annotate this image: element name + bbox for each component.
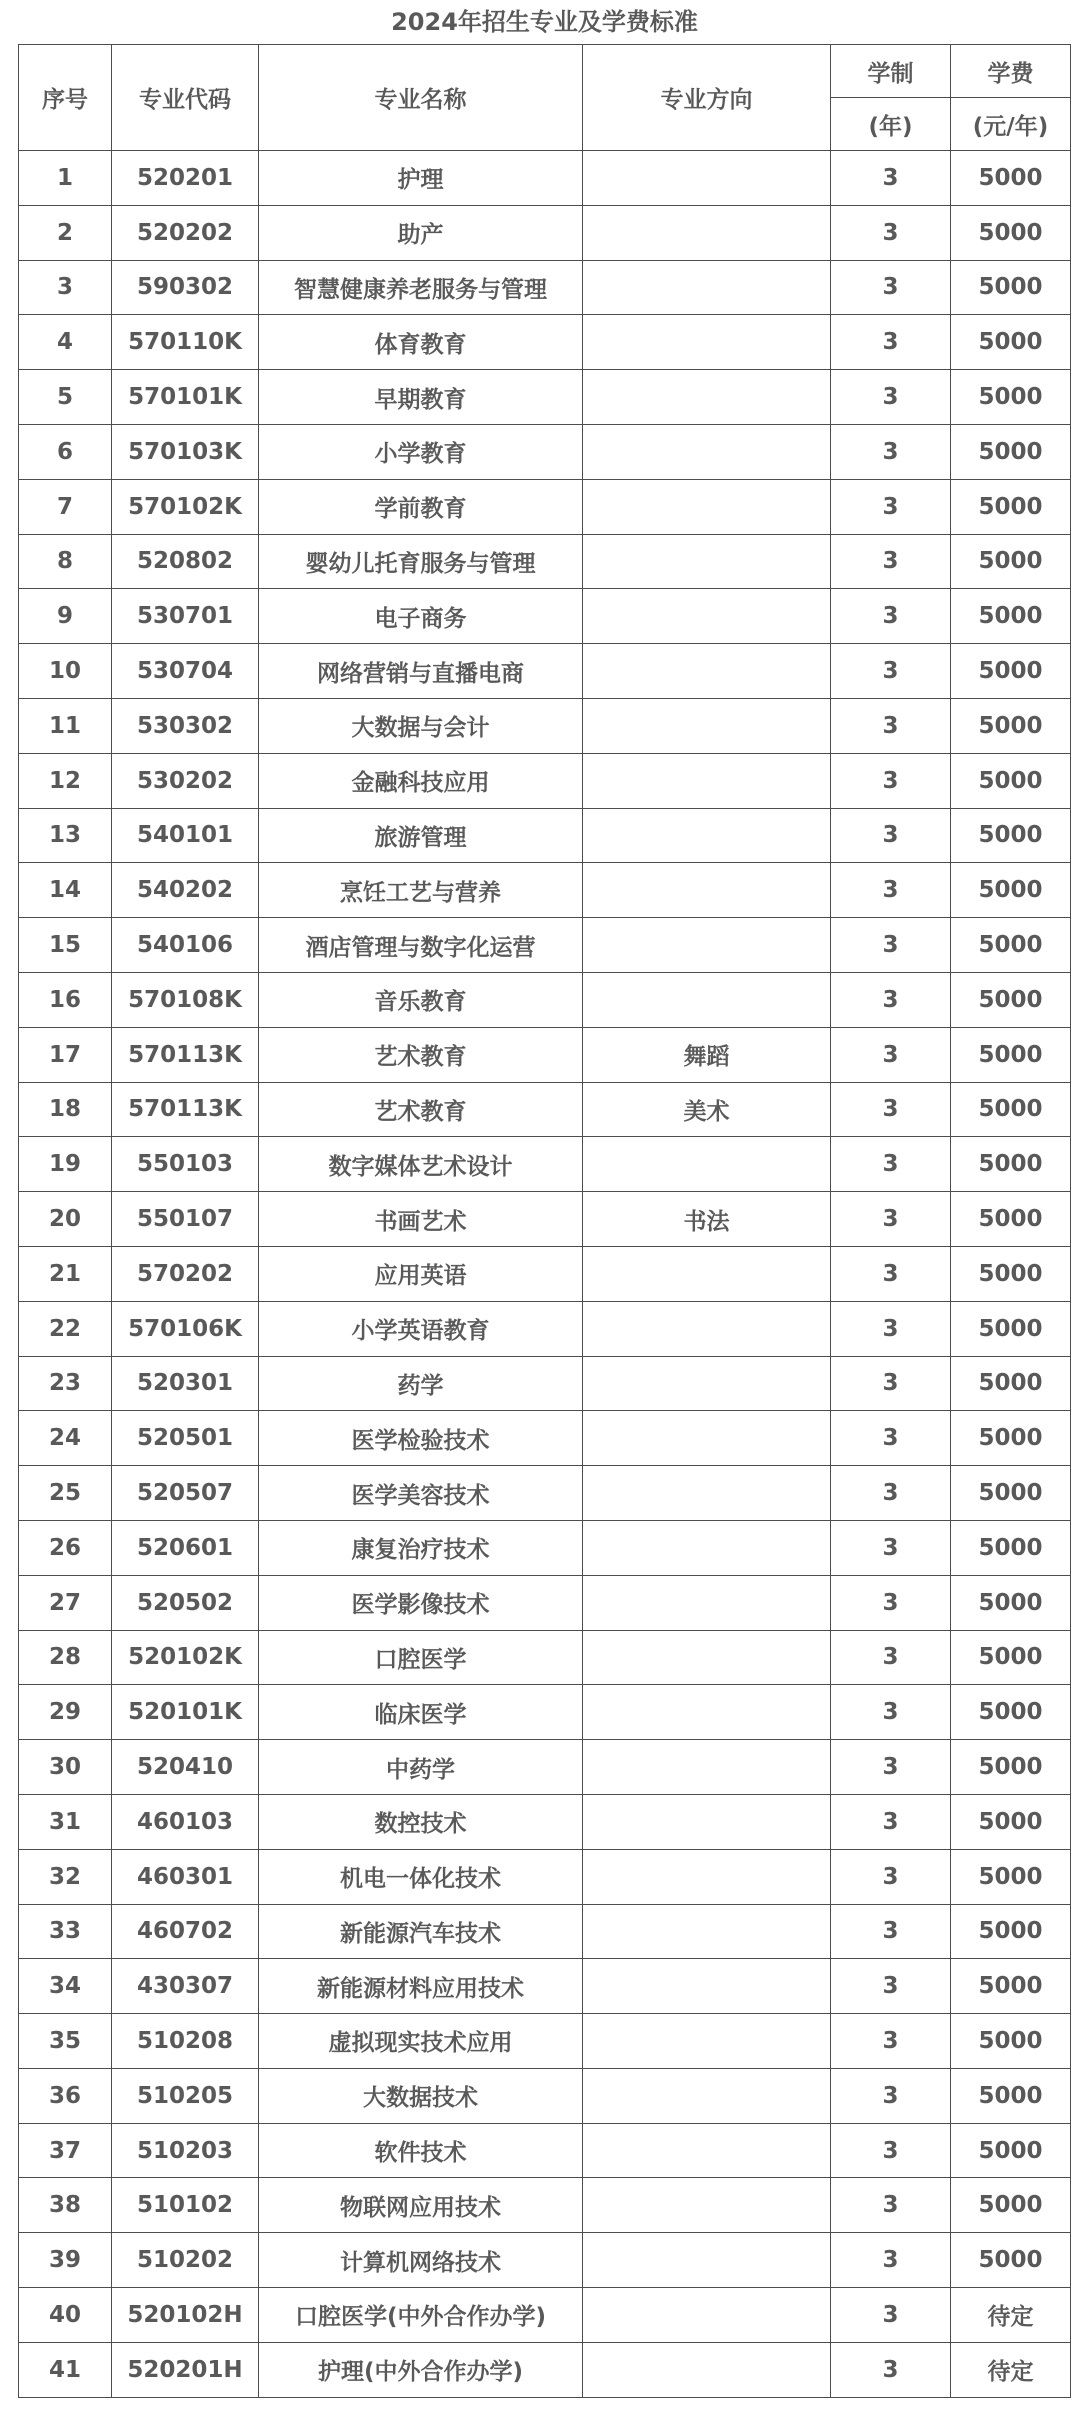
cell-code: 520601 [112,1520,259,1575]
cell-code: 520101K [112,1685,259,1740]
table-row [19,1466,1071,1521]
cell-code: 520802 [112,534,259,589]
cell-fee: 5000 [951,972,1071,1027]
cell-index: 16 [19,972,112,1027]
cell-duration: 3 [831,151,951,206]
cell-name: 小学英语教育 [259,1301,583,1356]
cell-index: 9 [19,589,112,644]
table-row [19,2288,1071,2343]
cell-direction [583,370,831,425]
cell-fee: 待定 [951,2342,1071,2397]
cell-index: 1 [19,151,112,206]
cell-name: 艺术教育 [259,1027,583,1082]
cell-name: 医学影像技术 [259,1575,583,1630]
cell-direction [583,424,831,479]
cell-code: 530701 [112,589,259,644]
cell-index: 13 [19,808,112,863]
cell-index: 34 [19,1959,112,2014]
cell-direction [583,1959,831,2014]
table-row [19,863,1071,918]
cell-fee: 5000 [951,534,1071,589]
cell-code: 520202 [112,205,259,260]
cell-duration: 3 [831,2342,951,2397]
table-row [19,2068,1071,2123]
cell-name: 物联网应用技术 [259,2178,583,2233]
cell-name: 医学检验技术 [259,1411,583,1466]
cell-direction [583,753,831,808]
cell-direction [583,1630,831,1685]
cell-direction [583,2342,831,2397]
cell-direction [583,2123,831,2178]
cell-name: 数控技术 [259,1794,583,1849]
cell-code: 520501 [112,1411,259,1466]
table-row [19,918,1071,973]
cell-index: 2 [19,205,112,260]
table-row [19,698,1071,753]
cell-name: 酒店管理与数字化运营 [259,918,583,973]
cell-direction [583,151,831,206]
cell-duration: 3 [831,1575,951,1630]
cell-direction [583,1301,831,1356]
cell-code: 460702 [112,1904,259,1959]
cell-fee: 5000 [951,1411,1071,1466]
cell-name: 口腔医学 [259,1630,583,1685]
cell-code: 510102 [112,2178,259,2233]
cell-fee: 5000 [951,2014,1071,2069]
cell-code: 520502 [112,1575,259,1630]
cell-code: 570101K [112,370,259,425]
cell-code: 510202 [112,2233,259,2288]
cell-code: 540101 [112,808,259,863]
cell-direction [583,1794,831,1849]
cell-duration: 3 [831,808,951,863]
cell-fee: 5000 [951,2123,1071,2178]
cell-direction [583,1137,831,1192]
cell-name: 口腔医学(中外合作办学) [259,2288,583,2343]
cell-name: 烹饪工艺与营养 [259,863,583,918]
cell-name: 早期教育 [259,370,583,425]
table-row [19,370,1071,425]
cell-index: 30 [19,1740,112,1795]
cell-index: 17 [19,1027,112,1082]
cell-name: 电子商务 [259,589,583,644]
cell-code: 530704 [112,644,259,699]
table-row [19,972,1071,1027]
cell-direction [583,972,831,1027]
cell-name: 体育教育 [259,315,583,370]
cell-name: 应用英语 [259,1246,583,1301]
cell-direction [583,2233,831,2288]
cell-index: 26 [19,1520,112,1575]
cell-name: 新能源汽车技术 [259,1904,583,1959]
cell-duration: 3 [831,424,951,479]
cell-duration: 3 [831,1301,951,1356]
cell-duration: 3 [831,1520,951,1575]
cell-duration: 3 [831,1137,951,1192]
cell-fee: 5000 [951,2068,1071,2123]
cell-code: 570106K [112,1301,259,1356]
cell-direction [583,1575,831,1630]
cell-fee: 5000 [951,1137,1071,1192]
cell-name: 药学 [259,1356,583,1411]
cell-direction [583,1466,831,1521]
table-row [19,2342,1071,2397]
cell-duration: 3 [831,698,951,753]
cell-name: 智慧健康养老服务与管理 [259,260,583,315]
table-row [19,534,1071,589]
cell-direction [583,1849,831,1904]
cell-duration: 3 [831,370,951,425]
cell-fee: 5000 [951,1959,1071,2014]
cell-code: 590302 [112,260,259,315]
cell-duration: 3 [831,1904,951,1959]
cell-index: 37 [19,2123,112,2178]
cell-direction [583,2014,831,2069]
cell-duration: 3 [831,2288,951,2343]
cell-index: 29 [19,1685,112,1740]
cell-code: 520102H [112,2288,259,2343]
cell-duration: 3 [831,2123,951,2178]
cell-code: 570202 [112,1246,259,1301]
cell-name: 中药学 [259,1740,583,1795]
cell-index: 3 [19,260,112,315]
cell-code: 540106 [112,918,259,973]
cell-index: 33 [19,1904,112,1959]
cell-code: 520201H [112,2342,259,2397]
header-index: 序号 [19,45,112,151]
cell-fee: 5000 [951,2233,1071,2288]
cell-index: 39 [19,2233,112,2288]
table-row [19,1246,1071,1301]
cell-code: 570113K [112,1027,259,1082]
cell-direction [583,589,831,644]
cell-code: 520102K [112,1630,259,1685]
cell-duration: 3 [831,972,951,1027]
cell-index: 18 [19,1082,112,1137]
cell-name: 学前教育 [259,479,583,534]
cell-name: 网络营销与直播电商 [259,644,583,699]
cell-index: 11 [19,698,112,753]
cell-fee: 5000 [951,1356,1071,1411]
table-row [19,151,1071,206]
table-row [19,260,1071,315]
table-row [19,1575,1071,1630]
cell-index: 14 [19,863,112,918]
cell-direction [583,1904,831,1959]
cell-direction [583,1356,831,1411]
table-row [19,479,1071,534]
cell-duration: 3 [831,1027,951,1082]
cell-duration: 3 [831,644,951,699]
cell-direction [583,1740,831,1795]
cell-duration: 3 [831,918,951,973]
cell-direction: 舞蹈 [583,1027,831,1082]
cell-fee: 5000 [951,918,1071,973]
table-row [19,1192,1071,1247]
cell-code: 550107 [112,1192,259,1247]
cell-fee: 5000 [951,753,1071,808]
cell-duration: 3 [831,2233,951,2288]
table-row [19,1137,1071,1192]
cell-name: 计算机网络技术 [259,2233,583,2288]
cell-index: 10 [19,644,112,699]
cell-index: 35 [19,2014,112,2069]
table-row [19,1356,1071,1411]
cell-code: 570113K [112,1082,259,1137]
header-duration-unit: (年) [831,98,951,151]
cell-duration: 3 [831,863,951,918]
table-row [19,2014,1071,2069]
cell-duration: 3 [831,534,951,589]
cell-duration: 3 [831,1794,951,1849]
cell-direction [583,918,831,973]
cell-fee: 5000 [951,644,1071,699]
cell-fee: 5000 [951,370,1071,425]
cell-fee: 5000 [951,1904,1071,1959]
table-row [19,2178,1071,2233]
table-row [19,1794,1071,1849]
cell-fee: 5000 [951,808,1071,863]
cell-code: 570108K [112,972,259,1027]
cell-index: 4 [19,315,112,370]
table-header [19,45,1071,151]
cell-name: 小学教育 [259,424,583,479]
tuition-table [18,44,1071,2398]
cell-index: 40 [19,2288,112,2343]
cell-direction [583,315,831,370]
cell-index: 8 [19,534,112,589]
cell-index: 21 [19,1246,112,1301]
cell-name: 金融科技应用 [259,753,583,808]
cell-fee: 5000 [951,1630,1071,1685]
cell-duration: 3 [831,1246,951,1301]
cell-code: 520410 [112,1740,259,1795]
table-row [19,424,1071,479]
cell-duration: 3 [831,315,951,370]
cell-index: 41 [19,2342,112,2397]
table-row [19,1740,1071,1795]
table-body [19,151,1071,2398]
cell-code: 530202 [112,753,259,808]
cell-name: 临床医学 [259,1685,583,1740]
cell-index: 15 [19,918,112,973]
header-name: 专业名称 [259,45,583,151]
header-fee: 学费 [951,45,1071,98]
cell-name: 大数据技术 [259,2068,583,2123]
cell-code: 570103K [112,424,259,479]
cell-code: 570110K [112,315,259,370]
cell-fee: 5000 [951,1192,1071,1247]
cell-fee: 5000 [951,2178,1071,2233]
cell-index: 20 [19,1192,112,1247]
cell-direction [583,1411,831,1466]
cell-name: 艺术教育 [259,1082,583,1137]
cell-name: 虚拟现实技术应用 [259,2014,583,2069]
cell-direction: 书法 [583,1192,831,1247]
cell-direction [583,205,831,260]
table-row [19,1301,1071,1356]
cell-direction [583,260,831,315]
cell-index: 31 [19,1794,112,1849]
table-row [19,1411,1071,1466]
cell-direction [583,808,831,863]
cell-duration: 3 [831,2014,951,2069]
cell-index: 22 [19,1301,112,1356]
cell-code: 550103 [112,1137,259,1192]
cell-duration: 3 [831,1740,951,1795]
cell-duration: 3 [831,1356,951,1411]
cell-direction [583,2288,831,2343]
cell-duration: 3 [831,1685,951,1740]
cell-name: 大数据与会计 [259,698,583,753]
cell-index: 23 [19,1356,112,1411]
cell-fee: 5000 [951,1246,1071,1301]
cell-code: 510208 [112,2014,259,2069]
table-row [19,315,1071,370]
cell-name: 护理(中外合作办学) [259,2342,583,2397]
table-row [19,2233,1071,2288]
table-row [19,589,1071,644]
cell-duration: 3 [831,1959,951,2014]
header-duration: 学制 [831,45,951,98]
table-row [19,1630,1071,1685]
cell-fee: 5000 [951,1082,1071,1137]
cell-fee: 5000 [951,205,1071,260]
cell-name: 康复治疗技术 [259,1520,583,1575]
cell-duration: 3 [831,1849,951,1904]
cell-name: 医学美容技术 [259,1466,583,1521]
cell-index: 24 [19,1411,112,1466]
cell-fee: 5000 [951,479,1071,534]
cell-fee: 5000 [951,1301,1071,1356]
cell-fee: 5000 [951,151,1071,206]
cell-direction [583,1685,831,1740]
cell-duration: 3 [831,589,951,644]
cell-fee: 5000 [951,1685,1071,1740]
cell-duration: 3 [831,2178,951,2233]
cell-direction [583,2178,831,2233]
cell-code: 540202 [112,863,259,918]
cell-duration: 3 [831,1192,951,1247]
cell-index: 28 [19,1630,112,1685]
cell-code: 520507 [112,1466,259,1521]
table-row [19,753,1071,808]
cell-name: 书画艺术 [259,1192,583,1247]
table-row [19,644,1071,699]
cell-index: 12 [19,753,112,808]
cell-fee: 5000 [951,1740,1071,1795]
table-row [19,1027,1071,1082]
cell-index: 36 [19,2068,112,2123]
cell-name: 新能源材料应用技术 [259,1959,583,2014]
cell-code: 510205 [112,2068,259,2123]
cell-direction [583,863,831,918]
cell-fee: 5000 [951,424,1071,479]
cell-code: 530302 [112,698,259,753]
cell-fee: 5000 [951,1575,1071,1630]
cell-fee: 5000 [951,1794,1071,1849]
cell-index: 27 [19,1575,112,1630]
cell-name: 数字媒体艺术设计 [259,1137,583,1192]
cell-fee: 5000 [951,1027,1071,1082]
cell-fee: 5000 [951,260,1071,315]
cell-index: 6 [19,424,112,479]
header-fee-unit: (元/年) [951,98,1071,151]
header-direction: 专业方向 [583,45,831,151]
cell-fee: 待定 [951,2288,1071,2343]
table-row [19,1849,1071,1904]
cell-fee: 5000 [951,863,1071,918]
cell-fee: 5000 [951,698,1071,753]
cell-code: 460103 [112,1794,259,1849]
cell-index: 5 [19,370,112,425]
table-row [19,808,1071,863]
cell-duration: 3 [831,753,951,808]
cell-name: 机电一体化技术 [259,1849,583,1904]
cell-index: 25 [19,1466,112,1521]
cell-duration: 3 [831,260,951,315]
cell-index: 38 [19,2178,112,2233]
cell-duration: 3 [831,1411,951,1466]
cell-duration: 3 [831,1466,951,1521]
cell-duration: 3 [831,479,951,534]
cell-direction [583,644,831,699]
table-row [19,1082,1071,1137]
cell-code: 460301 [112,1849,259,1904]
cell-code: 510203 [112,2123,259,2178]
cell-direction [583,479,831,534]
cell-direction [583,1520,831,1575]
cell-fee: 5000 [951,315,1071,370]
cell-code: 430307 [112,1959,259,2014]
cell-name: 软件技术 [259,2123,583,2178]
cell-index: 19 [19,1137,112,1192]
cell-name: 旅游管理 [259,808,583,863]
cell-name: 婴幼儿托育服务与管理 [259,534,583,589]
table-row [19,1904,1071,1959]
table-row [19,1959,1071,2014]
cell-code: 570102K [112,479,259,534]
table-row [19,2123,1071,2178]
cell-fee: 5000 [951,589,1071,644]
cell-name: 护理 [259,151,583,206]
cell-duration: 3 [831,2068,951,2123]
cell-direction [583,698,831,753]
cell-direction [583,1246,831,1301]
cell-index: 7 [19,479,112,534]
cell-duration: 3 [831,1630,951,1685]
cell-index: 32 [19,1849,112,1904]
header-code: 专业代码 [112,45,259,151]
table-row [19,1685,1071,1740]
cell-name: 助产 [259,205,583,260]
cell-direction [583,2068,831,2123]
cell-direction: 美术 [583,1082,831,1137]
cell-fee: 5000 [951,1849,1071,1904]
cell-fee: 5000 [951,1466,1071,1521]
cell-fee: 5000 [951,1520,1071,1575]
cell-code: 520201 [112,151,259,206]
cell-duration: 3 [831,1082,951,1137]
page-title: 2024年招生专业及学费标准 [391,8,698,36]
cell-code: 520301 [112,1356,259,1411]
cell-name: 音乐教育 [259,972,583,1027]
table-row [19,1520,1071,1575]
table-row [19,205,1071,260]
cell-duration: 3 [831,205,951,260]
cell-direction [583,534,831,589]
